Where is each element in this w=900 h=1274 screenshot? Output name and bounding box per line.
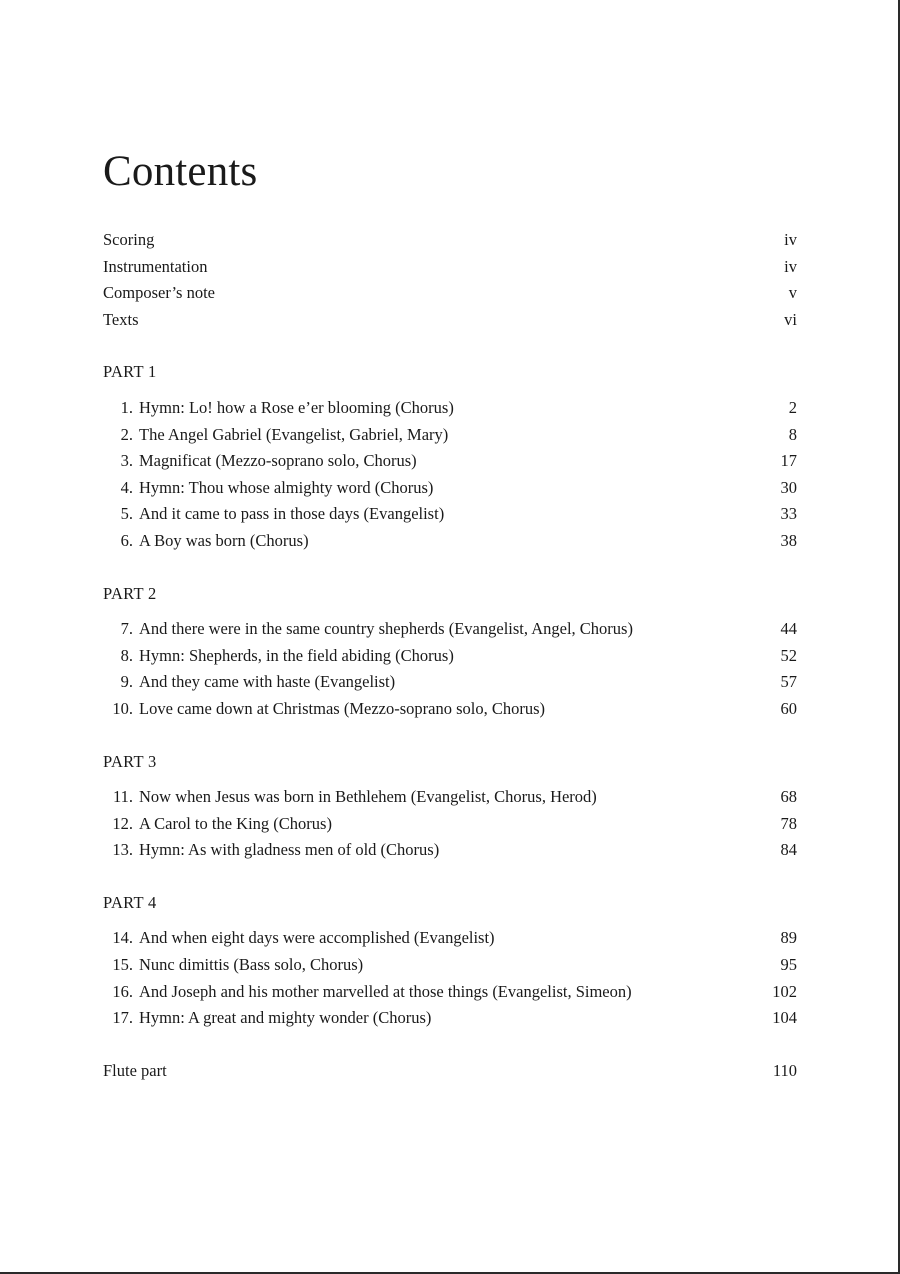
- toc-entry-label: And when eight days were accomplished (Evangelist): [139, 928, 495, 948]
- toc-entry-page: 104: [772, 1008, 797, 1028]
- toc-entry-number: 16.: [112, 981, 133, 1001]
- toc-entry-number: 5.: [120, 504, 133, 524]
- toc-entry[interactable]: [103, 448, 797, 475]
- toc-entry[interactable]: [103, 307, 797, 334]
- toc-entry-page: 84: [780, 840, 797, 860]
- toc-entry-page: iv: [784, 230, 797, 249]
- toc-entry-label: The Angel Gabriel (Evangelist, Gabriel, Mary): [139, 424, 449, 444]
- toc-entry-number: 6.: [120, 530, 133, 550]
- toc-entry-page: 95: [780, 955, 797, 975]
- part-1-list: [103, 395, 797, 555]
- toc-entry-label: A Boy was born (Chorus): [139, 530, 309, 550]
- toc-entry-page: 68: [780, 787, 797, 807]
- part-3-list: [103, 784, 797, 864]
- toc-entry[interactable]: [103, 280, 797, 307]
- part-heading: PART 1: [103, 362, 157, 382]
- toc-entry-label: Hymn: Lo! how a Rose e’er blooming (Chorus): [139, 397, 454, 417]
- part-heading: PART 4: [103, 892, 157, 912]
- toc-entry[interactable]: [103, 811, 797, 838]
- toc-entry[interactable]: [103, 979, 797, 1006]
- toc-entry-number: 4.: [120, 477, 133, 497]
- toc-entry-number: 8.: [120, 645, 133, 665]
- toc-entry-page: 110: [772, 1060, 797, 1080]
- toc-entry[interactable]: [103, 837, 797, 864]
- toc-entry[interactable]: [103, 696, 797, 723]
- toc-entry-label: Scoring: [103, 230, 155, 249]
- toc-entry[interactable]: [103, 395, 797, 422]
- toc-entry-number: 1.: [120, 397, 133, 417]
- part-heading: PART 3: [103, 751, 157, 771]
- toc-entry[interactable]: [103, 669, 797, 696]
- toc-entry-label: And it came to pass in those days (Evangelist): [139, 504, 445, 524]
- toc-entry[interactable]: [103, 422, 797, 449]
- toc-entry-number: 3.: [120, 451, 133, 471]
- toc-entry-page: 89: [780, 928, 797, 948]
- toc-entry-page: 57: [780, 672, 797, 692]
- toc-entry-label: Flute part: [103, 1060, 167, 1080]
- toc-entry-page: 38: [780, 530, 797, 550]
- page-title: Contents: [103, 148, 258, 195]
- toc-entry[interactable]: [103, 501, 797, 528]
- toc-entry[interactable]: [103, 784, 797, 811]
- toc-entry-label: Love came down at Christmas (Mezzo-soprano solo, Chorus): [139, 698, 545, 718]
- toc-entry-label: Hymn: Thou whose almighty word (Chorus): [139, 477, 434, 497]
- toc-entry-page: 33: [780, 504, 797, 524]
- toc-entry-page: 52: [780, 645, 797, 665]
- part-4-list: [103, 925, 797, 1031]
- spacer: [103, 1032, 797, 1058]
- toc-entry-page: v: [788, 283, 797, 303]
- toc-entry-page: 30: [780, 477, 797, 497]
- toc-entry-number: 13.: [112, 840, 133, 860]
- toc-entry-number: 11.: [112, 787, 133, 807]
- toc-entry-number: 7.: [120, 619, 133, 639]
- toc-entry-label: Now when Jesus was born in Bethlehem (Evangelist, Chorus, Herod): [139, 787, 597, 807]
- part-2-list: [103, 616, 797, 722]
- part-heading: PART 2: [103, 583, 157, 603]
- toc-entry[interactable]: [103, 254, 797, 281]
- toc-entry-label: Texts: [103, 309, 139, 329]
- toc-entry-label: Hymn: Shepherds, in the field abiding (Chorus): [139, 645, 454, 665]
- toc-entry-label: And there were in the same country shepherds (Evangelist, Angel, Chorus): [139, 619, 633, 639]
- toc-entry[interactable]: [103, 227, 797, 254]
- table-of-contents: [103, 227, 797, 1084]
- toc-entry-page: 44: [780, 619, 797, 639]
- toc-entry-label: Instrumentation: [103, 256, 208, 276]
- toc-entry-page: iv: [784, 256, 797, 276]
- toc-entry-page: vi: [784, 309, 797, 329]
- toc-entry-page: 60: [780, 698, 797, 718]
- toc-entry[interactable]: [103, 528, 797, 555]
- toc-entry-label: Magnificat (Mezzo-soprano solo, Chorus): [139, 451, 417, 471]
- toc-entry-label: Hymn: As with gladness men of old (Chorus): [139, 840, 440, 860]
- front-matter-list: [103, 227, 797, 333]
- toc-entry-label: And they came with haste (Evangelist): [139, 672, 396, 692]
- toc-entry-number: 2.: [120, 424, 133, 444]
- toc-entry-label: Nunc dimittis (Bass solo, Chorus): [139, 955, 364, 975]
- toc-entry-label: Composer’s note: [103, 283, 215, 303]
- toc-entry-label: Hymn: A great and mighty wonder (Chorus): [139, 1008, 432, 1028]
- toc-entry-number: 9.: [120, 672, 133, 692]
- toc-entry-page: 17: [780, 451, 797, 471]
- toc-entry-page: 102: [772, 981, 797, 1001]
- toc-entry-number: 17.: [112, 1008, 133, 1028]
- toc-entry[interactable]: [103, 643, 797, 670]
- toc-entry[interactable]: [103, 952, 797, 979]
- toc-entry-number: 14.: [112, 928, 133, 948]
- toc-entry[interactable]: [103, 1005, 797, 1032]
- toc-entry-page: 2: [788, 397, 797, 417]
- toc-entry[interactable]: [103, 1058, 797, 1085]
- toc-entry-label: And Joseph and his mother marvelled at those things (Evangelist, Simeon): [139, 981, 632, 1001]
- toc-entry-label: A Carol to the King (Chorus): [139, 813, 332, 833]
- toc-entry[interactable]: [103, 475, 797, 502]
- toc-entry-page: 8: [788, 424, 797, 444]
- toc-entry-page: 78: [780, 813, 797, 833]
- toc-entry[interactable]: [103, 616, 797, 643]
- toc-entry-number: 12.: [112, 813, 133, 833]
- toc-entry-number: 15.: [112, 955, 133, 975]
- back-matter-list: [103, 1058, 797, 1085]
- toc-entry[interactable]: [103, 925, 797, 952]
- toc-entry-number: 10.: [112, 698, 133, 718]
